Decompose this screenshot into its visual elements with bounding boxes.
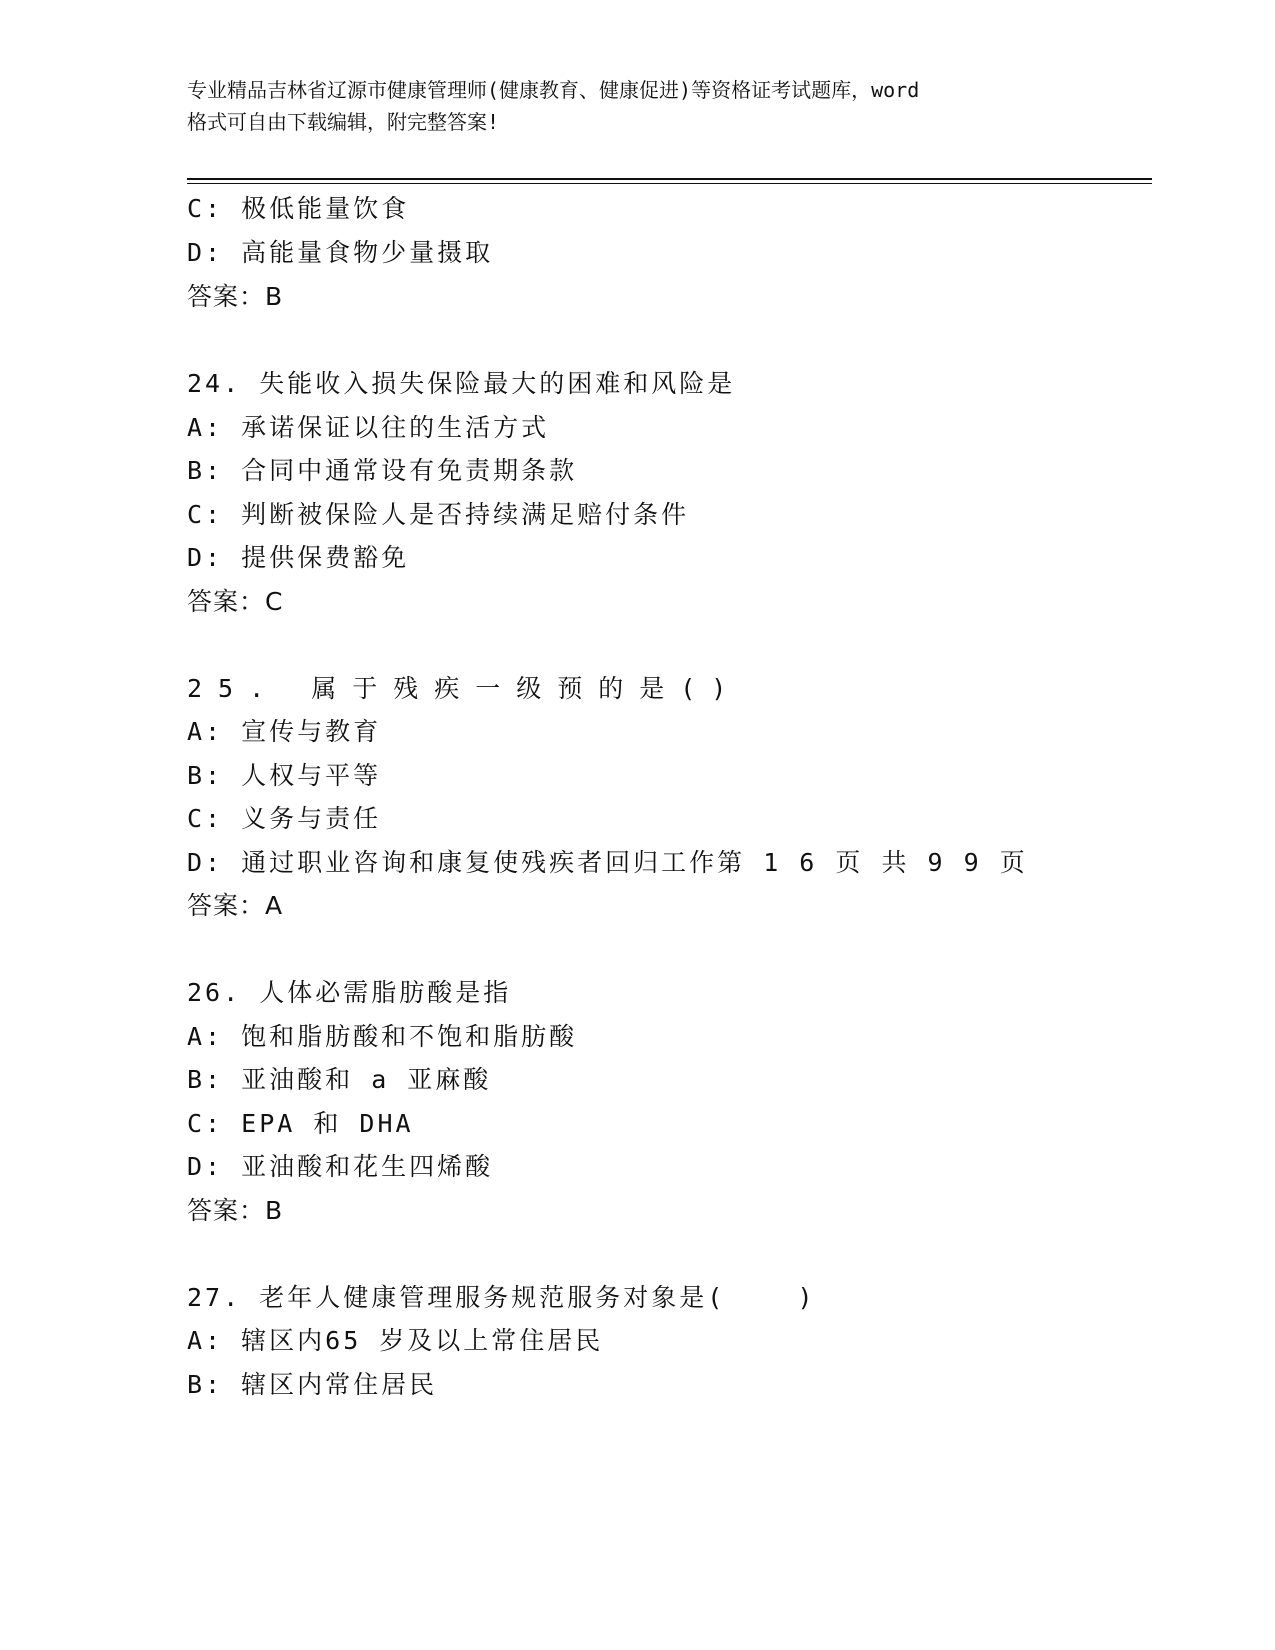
header-line-1: 专业精品吉林省辽源市健康管理师(健康教育、健康促进)等资格证考试题库，word xyxy=(187,78,920,102)
header-rule-thick xyxy=(187,178,1152,180)
q26-option-b: B: 亚油酸和 a 亚麻酸 xyxy=(187,1065,492,1094)
q24-question: 24. 失能收入损失保险最大的困难和风险是 xyxy=(187,369,736,398)
header-rule-thin xyxy=(187,183,1152,184)
q27-option-b: B: 辖区内常住居民 xyxy=(187,1370,438,1399)
header-line-2: 格式可自由下载编辑，附完整答案! xyxy=(187,110,500,134)
q24-option-b: B: 合同中通常设有免责期条款 xyxy=(187,456,578,485)
q25-answer: 答案：A xyxy=(187,891,284,920)
q25-option-d: D: 通过职业咨询和康复使残疾者回归工作第 1 6 页 共 9 9 页 xyxy=(187,848,1028,877)
q23-option-d: D: 高能量食物少量摄取 xyxy=(187,238,494,267)
q23-answer: 答案：B xyxy=(187,282,284,311)
q27-option-a: A: 辖区内65 岁及以上常住居民 xyxy=(187,1326,604,1355)
q26-question: 26. 人体必需脂肪酸是指 xyxy=(187,978,512,1007)
q24-answer: 答案：C xyxy=(187,587,284,616)
q25-option-a: A: 宣传与教育 xyxy=(187,717,382,746)
q25-option-c: C: 义务与责任 xyxy=(187,804,382,833)
q27-question: 27. 老年人健康管理服务规范服务对象是( ) xyxy=(187,1283,816,1312)
q24-option-c: C: 判断被保险人是否持续满足赔付条件 xyxy=(187,500,690,529)
q25-option-b: B: 人权与平等 xyxy=(187,761,382,790)
q26-option-a: A: 饱和脂肪酸和不饱和脂肪酸 xyxy=(187,1022,578,1051)
q24-option-a: A: 承诺保证以往的生活方式 xyxy=(187,413,550,442)
q24-option-d: D: 提供保费豁免 xyxy=(187,543,410,572)
q23-option-c: C: 极低能量饮食 xyxy=(187,194,410,223)
q26-option-c: C: EPA 和 DHA xyxy=(187,1109,414,1138)
document-header xyxy=(187,74,1107,138)
q25-question: 25. 属于残疾一级预的是() xyxy=(187,674,743,703)
q26-option-d: D: 亚油酸和花生四烯酸 xyxy=(187,1152,494,1181)
q26-answer: 答案：B xyxy=(187,1196,284,1225)
